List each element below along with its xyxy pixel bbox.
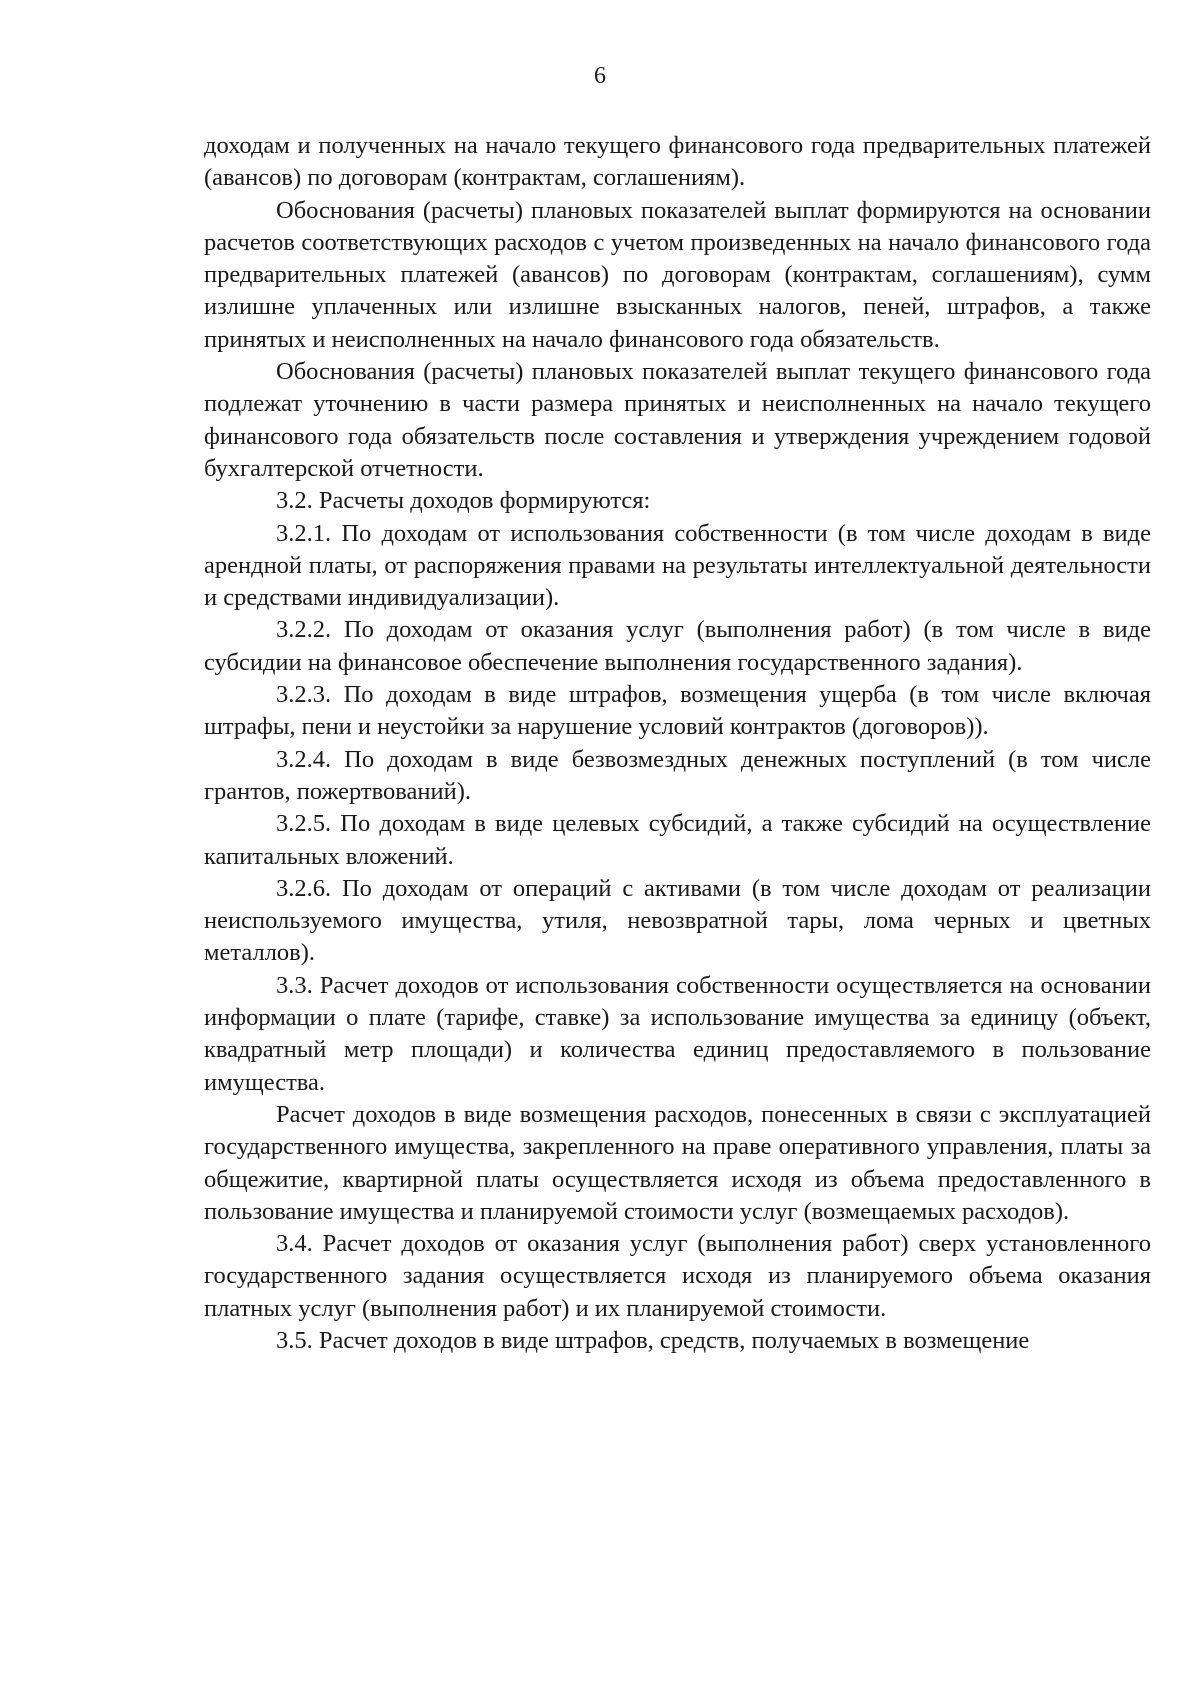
paragraph: 3.4. Расчет доходов от оказания услуг (выполнения работ) сверх установленного государственного задания осуществляется исходя из планируемого объема оказания платных услуг (выполнения работ) и их планируемой стоимости.	[204, 1230, 1151, 1322]
paragraph: Обоснования (расчеты) плановых показателей выплат текущего финансового года подлежат уточнению в части размера принятых и неисполненных на начало текущего финансового года обязательств после составления и утверждения учреждением годовой бухгалтерской отчетности.	[204, 358, 1151, 482]
paragraph: 3.3. Расчет доходов от использования собственности осуществляется на основании информации о плате (тарифе, ставке) за использование имущества за единицу (объект, квадратный метр площади) и количества единиц предоставляемого в пользование имущества.	[204, 971, 1151, 1096]
paragraph: 3.2.5. По доходам в виде целевых субсидий, а также субсидий на осуществление капитальных вложений.	[204, 810, 1151, 870]
page-number: 6	[594, 63, 606, 89]
paragraph: Расчет доходов в виде возмещения расходов, понесенных в связи с эксплуатацией государственного имущества, закрепленного на праве оперативного управления, платы за общежитие, квартирной платы осуществляется исходя из объема предоставленного в пользование имущества и планируемой стоимости услуг (возмещаемых расходов).	[204, 1100, 1151, 1225]
document-body	[204, 130, 1151, 1357]
paragraph: 3.2.1. По доходам от использования собственности (в том числе доходам в виде арендной платы, от распоряжения правами на результаты интеллектуальной деятельности и средствами индивидуализации).	[204, 519, 1151, 612]
paragraph: Обоснования (расчеты) плановых показателей выплат формируются на основании расчетов соответствующих расходов с учетом произведенных на начало финансового года предварительных платежей (авансов) по договорам (контрактам, соглашениям), сумм излишне уплаченных или излишне взысканных налогов, пеней, штрафов, а также принятых и неисполненных на начало финансового года обязательств.	[204, 196, 1151, 353]
paragraph: 3.2.4. По доходам в виде безвозмездных денежных поступлений (в том числе грантов, пожертвований).	[204, 745, 1151, 805]
paragraph: 3.2.6. По доходам от операций с активами (в том числе доходам от реализации неиспользуемого имущества, утиля, невозвратной тары, лома черных и цветных металлов).	[204, 874, 1151, 967]
paragraph: 3.2.3. По доходам в виде штрафов, возмещения ущерба (в том числе включая штрафы, пени и неустойки за нарушение условий контрактов (договоров)).	[204, 681, 1151, 741]
paragraph: 3.2. Расчеты доходов формируются:	[276, 487, 651, 515]
paragraph: 3.2.2. По доходам от оказания услуг (выполнения работ) (в том числе в виде субсидии на финансовое обеспечение выполнения государственного задания).	[204, 616, 1151, 676]
paragraph-continuation: доходам и полученных на начало текущего финансового года предварительных платежей (авансов) по договорам (контрактам, соглашениям).	[204, 132, 1151, 192]
paragraph: 3.5. Расчет доходов в виде штрафов, средств, получаемых в возмещение	[276, 1326, 1030, 1354]
